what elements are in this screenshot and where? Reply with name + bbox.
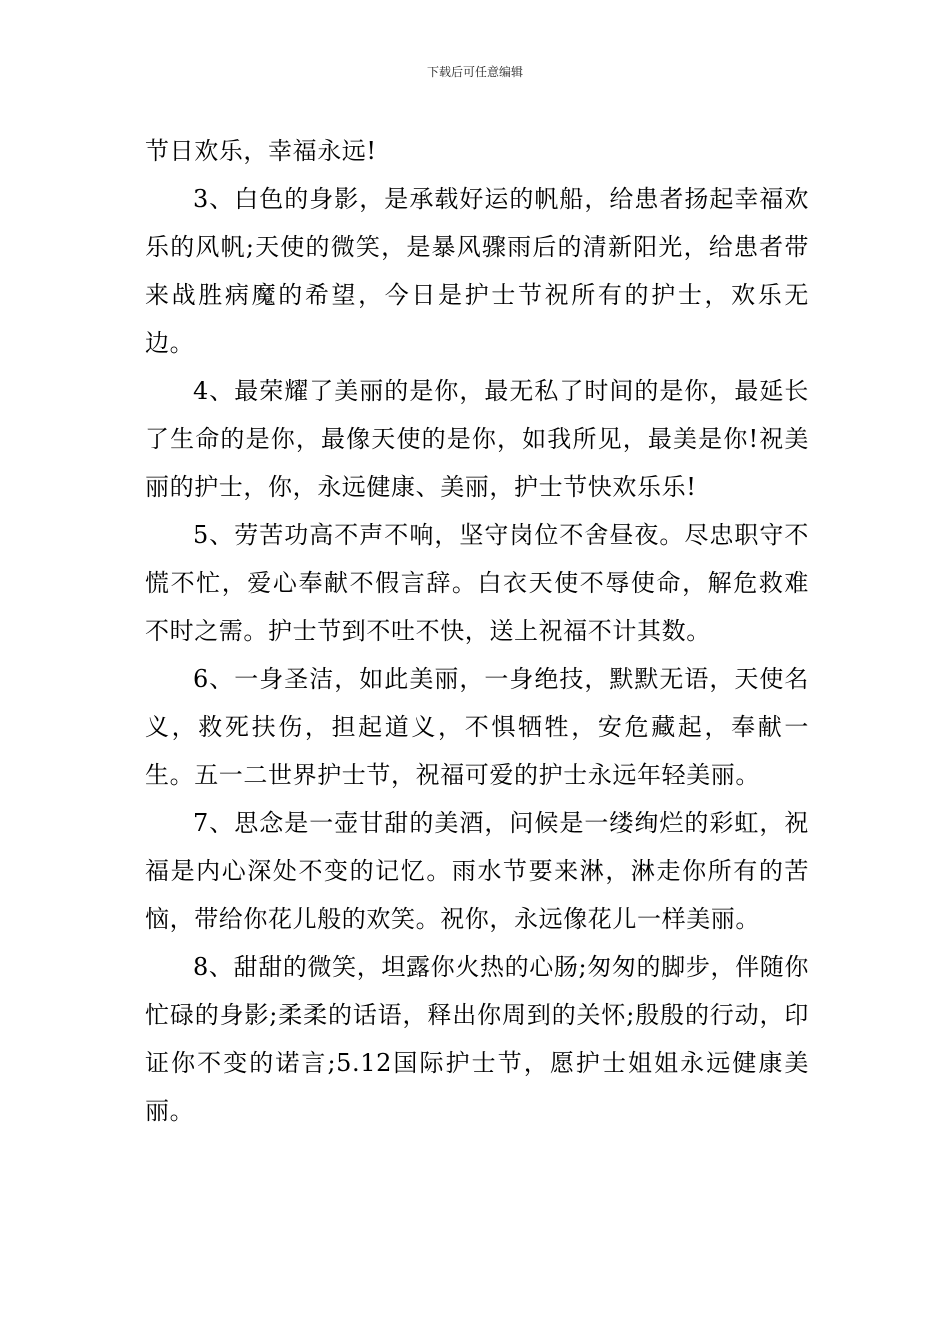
paragraph-item-7: 7、思念是一壶甘甜的美酒，问候是一缕绚烂的彩虹，祝福是内心深处不变的记忆。雨水节要来淋，淋走你所有的苦恼，带给你花儿般的欢笑。祝你，永远像花儿一样美丽。 [145,809,809,933]
paragraph-item-8: 8、甜甜的微笑，坦露你火热的心肠;匆匆的脚步，伴随你忙碌的身影;柔柔的话语，释出你周到的关怀;殷殷的行动，印证你不变的诺言;5.12国际护士节，愿护士姐姐永远健康美丽。 [145,953,809,1125]
paragraph-item-3: 3、白色的身影，是承载好运的帆船，给患者扬起幸福欢乐的风帆;天使的微笑，是暴风骤雨后的清新阳光，给患者带来战胜病魔的希望，今日是护士节祝所有的护士，欢乐无边。 [145,185,809,357]
paragraph-continuation: 节日欢乐，幸福永远! [145,137,377,165]
paragraph-item-5: 5、劳苦功高不声不响，坚守岗位不舍昼夜。尽忠职守不慌不忙，爱心奉献不假言辞。白衣天使不辱使命，解危救难不时之需。护士节到不吐不快，送上祝福不计其数。 [145,521,809,645]
paragraph-item-4: 4、最荣耀了美丽的是你，最无私了时间的是你，最延长了生命的是你，最像天使的是你，如我所见，最美是你!祝美丽的护士，你，永远健康、美丽，护士节快欢乐乐! [145,377,809,501]
page-header: 下载后可任意编辑 [426,65,523,79]
paragraph-item-6: 6、一身圣洁，如此美丽，一身绝技，默默无语，天使名义，救死扶伤，担起道义，不惧牺牲，安危藏起，奉献一生。五一二世界护士节，祝福可爱的护士永远年轻美丽。 [145,665,809,789]
document-body [145,127,809,1135]
